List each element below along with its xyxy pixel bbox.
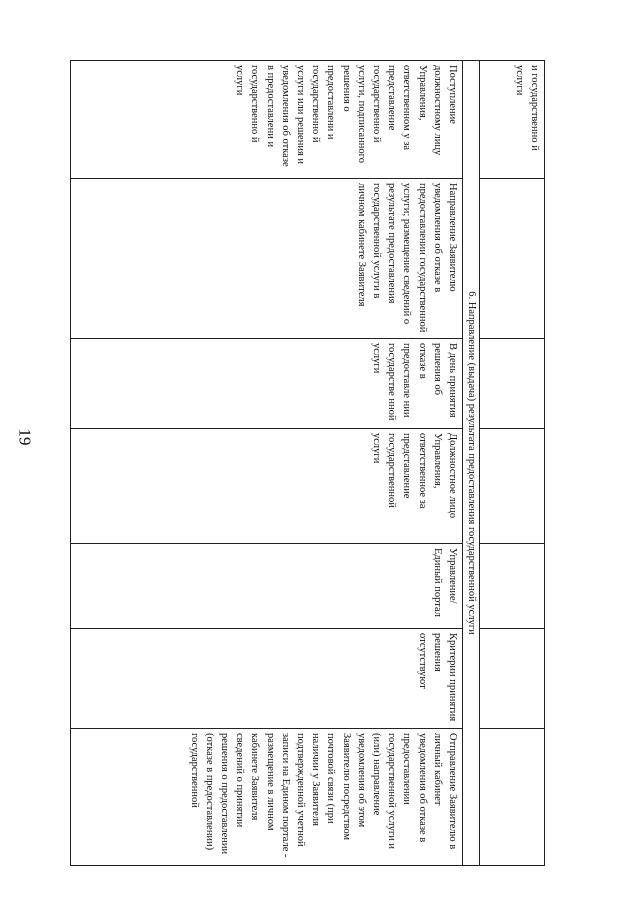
cell-responsible: Должностное лицо Управления, ответственное за представление государственной услуги (71, 429, 463, 544)
cell-top-4 (480, 429, 545, 544)
cell-top-6 (480, 629, 545, 729)
cell-top-2 (480, 179, 545, 339)
cell-top-7 (480, 729, 545, 866)
cell-basis: Поступление должностному лицу Управления, ответственном у за представление государственно й услуги, подписанного решения о предоставлени и государственно й услуги или решения и уведомления об отказе в предоставлени и государственно й услуги (71, 61, 463, 179)
cell-result: Отправление Заявителю в личный кабинет уведомления об отказе в предоставлении государственной услуги и (или) направление уведомления об этом Заявителю посредством почтовой связи (при наличии у Заявителя подтвержденной учетной записи на Едином портале - размещение в личном кабинете Заявителя сведений о принятии решения о предоставлении (отказе в предоставлении) государственной (71, 729, 463, 866)
cell-top-3 (480, 339, 545, 429)
page-number: 19 (15, 428, 35, 446)
rotated-table-container (70, 60, 545, 865)
cell-top-5 (480, 544, 545, 629)
procedure-table (70, 60, 545, 866)
cell-place: Управление/ Единый портал (71, 544, 463, 629)
cell-top-1: и государственно й услуги (480, 61, 545, 179)
cell-action: Направление Заявителю уведомления об отказе в предоставлении государственной услуги; размещение сведений о результате предоставления государственной услуги в личном кабинете Заявителя (71, 179, 463, 339)
cell-deadline: В день принятия решения об отказе в предоставле нии государстве нной услуги (71, 339, 463, 429)
table-row-continuation (480, 61, 545, 866)
table-row-main (71, 61, 463, 866)
section-title: 6. Направление (выдача) результата предоставления государственной услуги (463, 61, 480, 866)
cell-criteria: Критерии принятия решения отсутствуют (71, 629, 463, 729)
table-row-section (463, 61, 480, 866)
